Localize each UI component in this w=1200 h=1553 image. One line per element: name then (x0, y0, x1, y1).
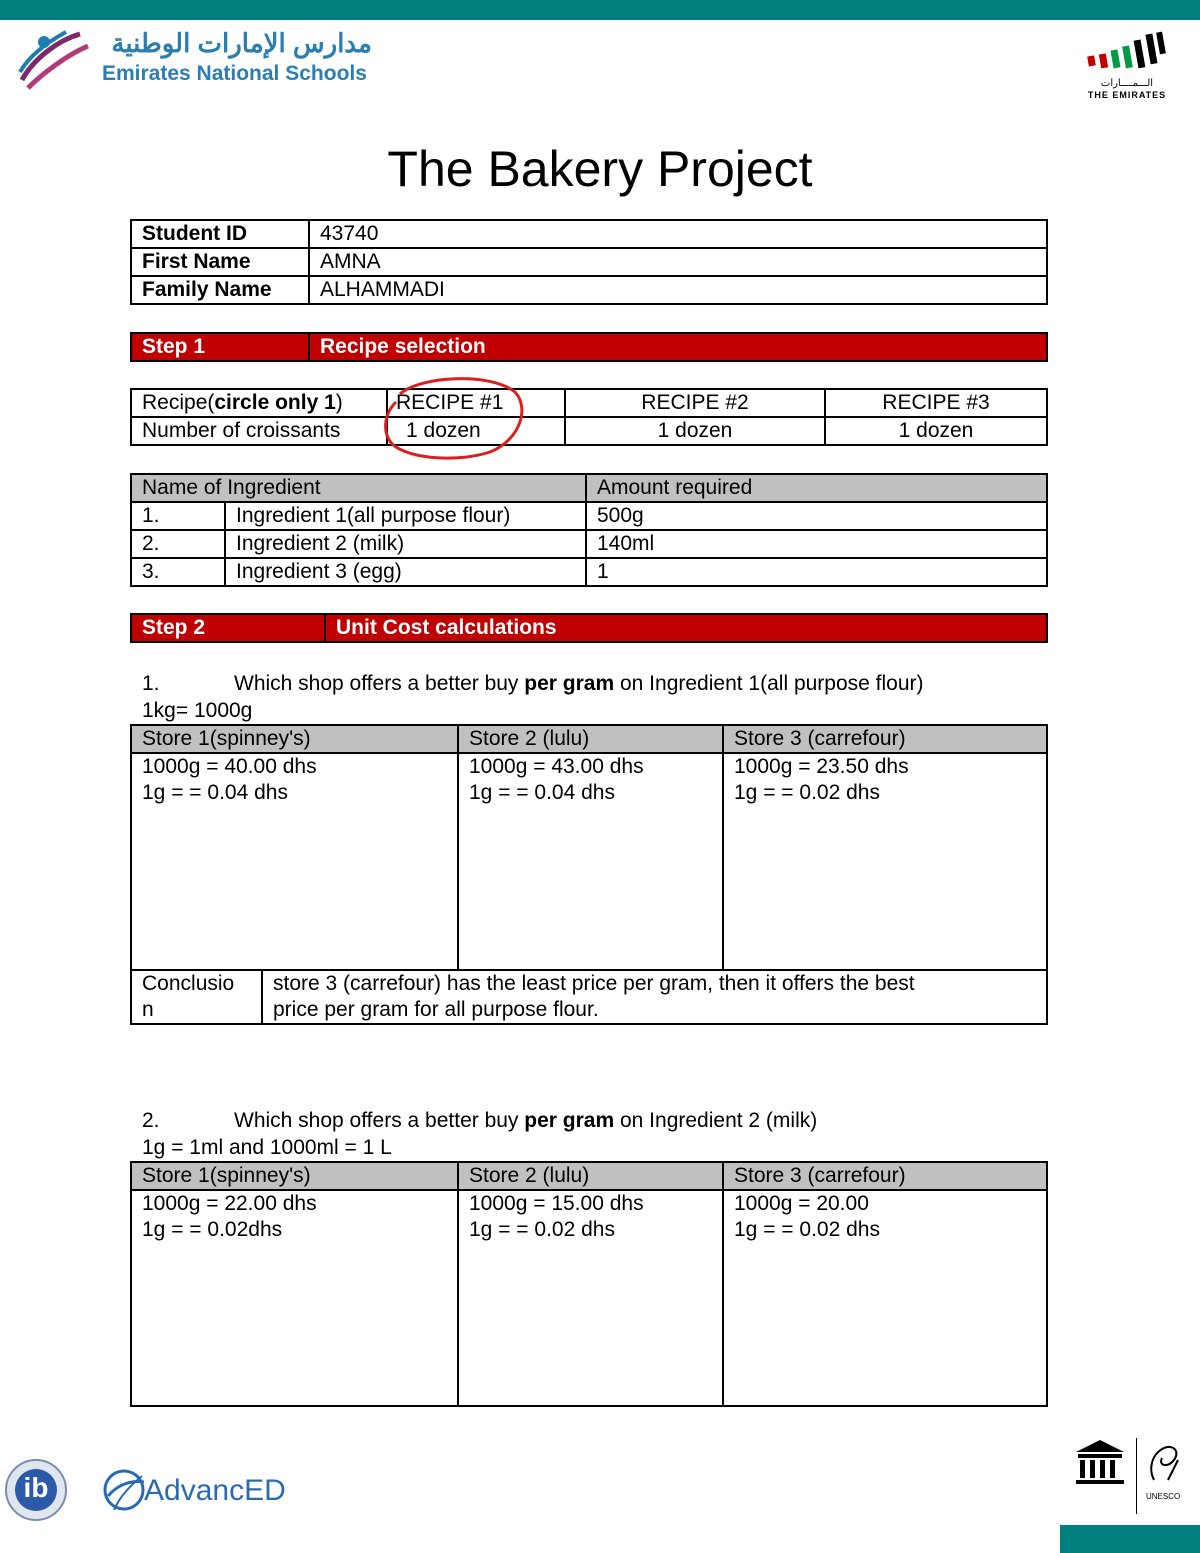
step1-heading: Recipe selection (309, 333, 1047, 361)
question-1: 1. Which shop offers a better buy per gram on Ingredient 1(all purpose flour) (142, 672, 924, 695)
question-num: 2. (142, 1109, 160, 1132)
selection-circle-icon (380, 374, 530, 464)
emirates-logo (1082, 30, 1174, 100)
table-row (131, 753, 1047, 970)
ingredient-amount: 500g (586, 502, 1047, 530)
recipe-3[interactable]: RECIPE #3 (825, 389, 1047, 417)
emirates-logo-en: THE EMIRATES (1087, 90, 1167, 100)
table-header-row (131, 474, 1047, 502)
flour-store-table (130, 724, 1048, 1025)
student-info-table (130, 219, 1048, 305)
question-2: 2. Which shop offers a better buy per gram on Ingredient 2 (milk) (142, 1109, 818, 1132)
question-num: 1. (142, 672, 160, 695)
table-header-row (131, 725, 1047, 753)
ib-logo: ib (4, 1458, 68, 1522)
recipe-1-count: 1 dozen (387, 417, 565, 445)
ingredient-num: 2. (131, 530, 225, 558)
advanced-logo (100, 1462, 320, 1522)
first-name-value: AMNA (309, 248, 1047, 276)
recipe-3-count: 1 dozen (825, 417, 1047, 445)
conclusion-text: store 3 (carrefour) has the least price per gram, then it offers the best price per gram for all purpose flour. (262, 970, 1047, 1024)
table-row (131, 1190, 1047, 1406)
school-swoosh-icon (14, 28, 94, 94)
store-3-calc: 1000g = 20.00 1g = = 0.02 dhs (723, 1190, 1047, 1406)
table-header-row (131, 1162, 1047, 1190)
student-id-label: Student ID (131, 220, 309, 248)
recipe-label: Recipe(circle only 1) (131, 389, 387, 417)
question-1-note: 1kg= 1000g (142, 699, 253, 722)
ingredient-amount: 140ml (586, 530, 1047, 558)
table-row (131, 248, 1047, 276)
store-2-calc: 1000g = 15.00 dhs 1g = = 0.02 dhs (458, 1190, 723, 1406)
ingredient-name: Ingredient 3 (egg) (225, 558, 586, 586)
table-row (131, 530, 1047, 558)
step2-heading: Unit Cost calculations (325, 614, 1047, 642)
ingredient-name-header: Name of Ingredient (131, 474, 586, 502)
store-3-calc: 1000g = 23.50 dhs 1g = = 0.02 dhs (723, 753, 1047, 970)
table-row (131, 276, 1047, 304)
family-name-value: ALHAMMADI (309, 276, 1047, 304)
table-row (131, 220, 1047, 248)
step1-label: Step 1 (131, 333, 309, 361)
store-1-calc: 1000g = 22.00 dhs 1g = = 0.02dhs (131, 1190, 458, 1406)
top-color-bar (0, 0, 1200, 20)
store-2-header: Store 2 (lulu) (458, 725, 723, 753)
table-row (131, 417, 1047, 445)
store-1-header: Store 1(spinney's) (131, 725, 458, 753)
table-row (131, 502, 1047, 530)
family-name-label: Family Name (131, 276, 309, 304)
advanced-logo-text: AdvancED (144, 1474, 286, 1507)
student-id-value: 43740 (309, 220, 1047, 248)
unesco-chair-icon (1144, 1440, 1184, 1486)
page-title: The Bakery Project (387, 141, 813, 197)
conclusion-label: Conclusio n (131, 970, 262, 1024)
school-name-ar: مدارس الإمارات الوطنية (111, 28, 372, 58)
ingredient-amount: 1 (586, 558, 1047, 586)
store-3-header: Store 3 (carrefour) (723, 725, 1047, 753)
recipe-table (130, 388, 1048, 446)
store-2-calc: 1000g = 43.00 dhs 1g = = 0.04 dhs (458, 753, 723, 970)
recipe-2-count: 1 dozen (565, 417, 825, 445)
step2-label: Step 2 (131, 614, 325, 642)
ingredients-table (130, 473, 1048, 587)
ingredient-name: Ingredient 1(all purpose flour) (225, 502, 586, 530)
unesco-temple-icon (1070, 1438, 1130, 1486)
amount-header: Amount required (586, 474, 1047, 502)
croissants-label: Number of croissants (131, 417, 387, 445)
step2-header (130, 613, 1048, 643)
table-row (131, 558, 1047, 586)
recipe-2[interactable]: RECIPE #2 (565, 389, 825, 417)
question-2-note: 1g = 1ml and 1000ml = 1 L (142, 1136, 392, 1159)
unesco-divider (1136, 1438, 1137, 1514)
school-logo (14, 28, 394, 98)
conclusion-row (131, 970, 1047, 1024)
bottom-color-bar (1060, 1525, 1200, 1553)
unesco-logo (1046, 1438, 1186, 1518)
emirates-flag-icon (1084, 30, 1170, 76)
ingredient-num: 1. (131, 502, 225, 530)
recipe-1[interactable]: RECIPE #1 (387, 389, 565, 417)
store-2-header: Store 2 (lulu) (458, 1162, 723, 1190)
store-1-header: Store 1(spinney's) (131, 1162, 458, 1190)
store-1-calc: 1000g = 40.00 dhs 1g = = 0.04 dhs (131, 753, 458, 970)
emirates-logo-ar: الـــمــــارات (1100, 78, 1154, 89)
school-name-en: Emirates National Schools (102, 62, 367, 85)
unesco-label: UNESCO (1146, 1492, 1181, 1501)
milk-store-table (130, 1161, 1048, 1407)
globe-icon (100, 1466, 148, 1518)
step1-header (130, 332, 1048, 362)
table-row (131, 389, 1047, 417)
store-3-header: Store 3 (carrefour) (723, 1162, 1047, 1190)
ingredient-num: 3. (131, 558, 225, 586)
ingredient-name: Ingredient 2 (milk) (225, 530, 586, 558)
first-name-label: First Name (131, 248, 309, 276)
